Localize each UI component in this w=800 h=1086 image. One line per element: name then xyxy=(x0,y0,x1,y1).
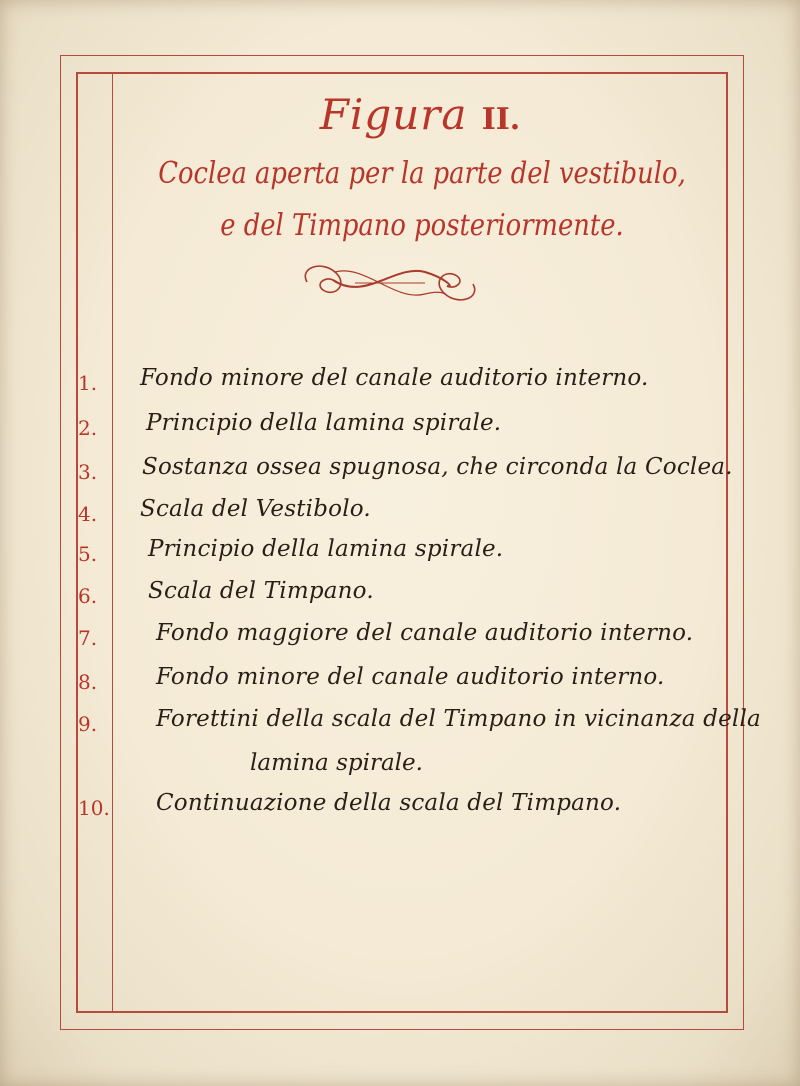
legend-item-3 xyxy=(0,454,740,494)
legend-number: 3. xyxy=(78,460,98,484)
legend-number: 7. xyxy=(78,626,98,650)
legend-text: Continuazione della scala del Timpano. xyxy=(156,790,622,816)
legend-item-4 xyxy=(0,496,740,536)
subtitle-line-2: e del Timpano posteriormente. xyxy=(220,208,624,243)
legend-text-continuation: lamina spirale. xyxy=(250,750,423,776)
legend-number: 1. xyxy=(78,371,98,395)
legend-number: 2. xyxy=(78,416,98,440)
figure-title xyxy=(112,90,728,139)
figure-title-numeral: II. xyxy=(481,102,521,137)
legend-text: Principio della lamina spirale. xyxy=(146,410,502,436)
legend-item-6 xyxy=(0,578,740,618)
figure-title-word: Figura xyxy=(319,90,468,139)
legend-item-10 xyxy=(0,790,740,830)
legend-number: 5. xyxy=(78,542,98,566)
legend-number: 4. xyxy=(78,502,98,526)
legend-item-7 xyxy=(0,620,740,660)
legend-text: Sostanza ossea spugnosa, che circonda la Coclea. xyxy=(142,454,733,480)
legend-number: 8. xyxy=(78,670,98,694)
legend-text: Fondo minore del canale auditorio interno. xyxy=(140,365,649,391)
subtitle-line-1: Coclea aperta per la parte del vestibulo, xyxy=(158,156,686,191)
legend-item-8 xyxy=(0,664,740,704)
legend-number: 10. xyxy=(78,796,110,820)
legend-number: 6. xyxy=(78,584,98,608)
legend-number: 9. xyxy=(78,712,98,736)
legend-item-5 xyxy=(0,536,740,576)
legend-text: Fondo minore del canale auditorio interno. xyxy=(156,664,665,690)
legend-item-2 xyxy=(0,410,740,450)
legend-text: Scala del Timpano. xyxy=(148,578,374,604)
legend-text: Principio della lamina spirale. xyxy=(148,536,504,562)
ornamental-flourish-icon xyxy=(295,258,485,308)
legend-item-9 xyxy=(0,706,761,792)
legend-text: Forettini della scala del Timpano in vicinanza della xyxy=(156,706,761,732)
legend-item-1 xyxy=(0,365,740,405)
legend-text: Fondo maggiore del canale auditorio interno. xyxy=(156,620,694,646)
legend-text: Scala del Vestibolo. xyxy=(140,496,371,522)
